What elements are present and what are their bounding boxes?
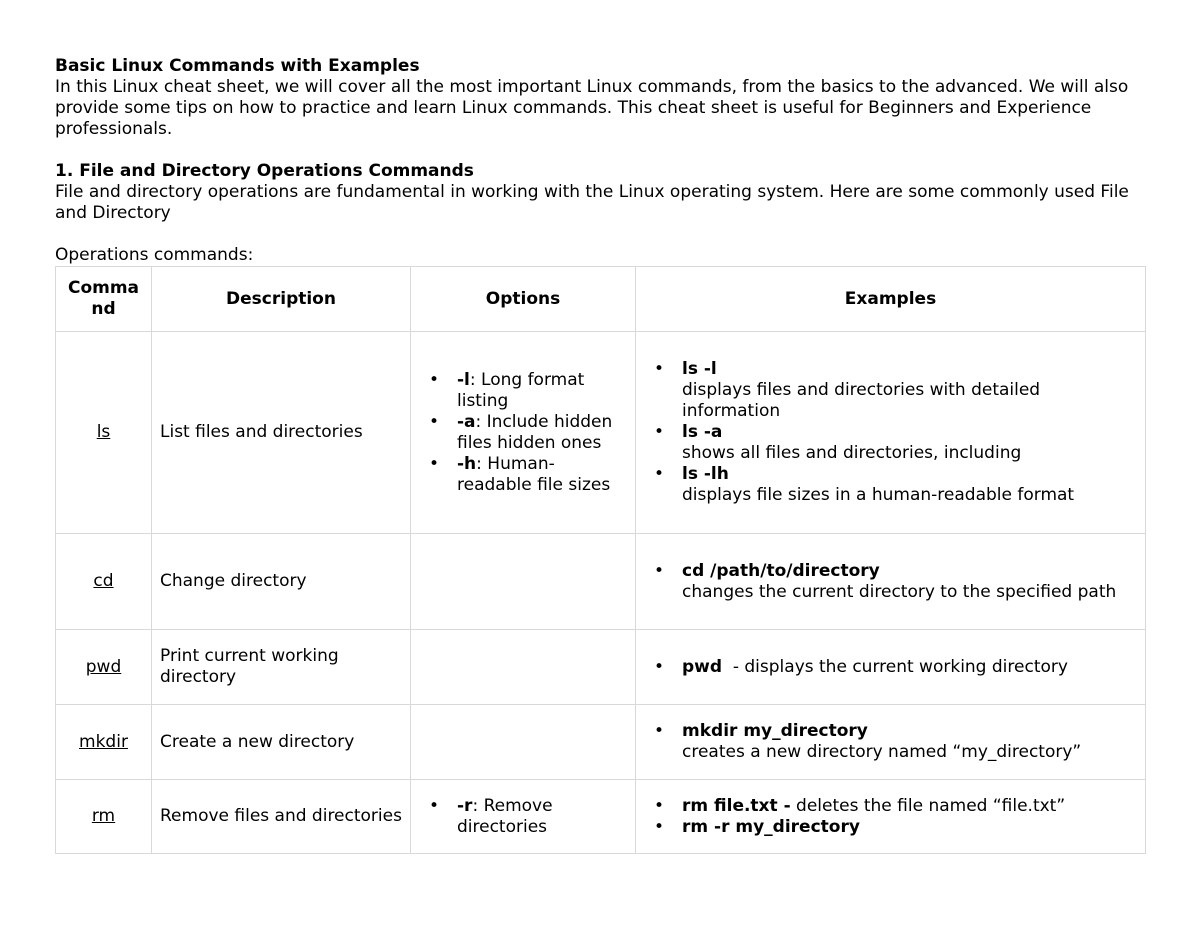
list-item: • ls -l displays files and directories with detailed information xyxy=(682,359,1137,422)
description-cell: Change directory xyxy=(152,534,411,630)
examples-list xyxy=(644,561,1137,603)
examples-list xyxy=(644,657,1137,678)
options-cell xyxy=(411,705,636,780)
list-item: • rm file.txt - deletes the file named “file.txt” xyxy=(682,796,1137,817)
commands-table xyxy=(55,266,1146,854)
section-title: 1. File and Directory Operations Commands xyxy=(55,161,474,181)
header-description: Description xyxy=(152,267,411,332)
list-item: • ls -a shows all files and directories, including xyxy=(682,422,1137,464)
list-item: • mkdir my_directory creates a new directory named “my_directory” xyxy=(682,721,1137,763)
examples-list xyxy=(644,359,1137,506)
list-item: • cd /path/to/directory changes the current directory to the specified path xyxy=(682,561,1137,603)
command-cell: rm xyxy=(56,780,152,854)
examples-cell xyxy=(636,332,1146,534)
list-item: • ls -lh displays file sizes in a human-readable format xyxy=(682,464,1137,506)
document-page xyxy=(55,56,1145,854)
command-cell: pwd xyxy=(56,630,152,705)
list-item: • -l: Long format listing xyxy=(457,370,627,412)
spacer xyxy=(55,224,1145,245)
list-item: • -h: Human-readable file sizes xyxy=(457,454,627,496)
intro-paragraph: In this Linux cheat sheet, we will cover all the most important Linux commands, from the basics to the advanced. We will also provide some tips on how to practice and learn Linux commands. This cheat sheet is useful for Beginners and Experience professionals. xyxy=(55,77,1129,139)
header-examples: Examples xyxy=(636,267,1146,332)
examples-cell xyxy=(636,780,1146,854)
header-command: Comma nd xyxy=(56,267,152,332)
options-list xyxy=(419,370,627,496)
header-options: Options xyxy=(411,267,636,332)
table-row xyxy=(56,705,1146,780)
command-cell: cd xyxy=(56,534,152,630)
section-paragraph: File and directory operations are fundamental in working with the Linux operating system. Here are some commonly used File and Directory xyxy=(55,182,1129,223)
table-row xyxy=(56,534,1146,630)
table-header-row xyxy=(56,267,1146,332)
list-item: • rm -r my_directory xyxy=(682,817,1137,838)
examples-cell xyxy=(636,705,1146,780)
spacer xyxy=(55,140,1145,161)
table-row xyxy=(56,630,1146,705)
description-cell: Remove files and directories xyxy=(152,780,411,854)
list-item: • -a: Include hidden files hidden ones xyxy=(457,412,627,454)
table-row xyxy=(56,332,1146,534)
table-lead: Operations commands: xyxy=(55,245,254,265)
options-cell xyxy=(411,332,636,534)
examples-list xyxy=(644,796,1137,838)
page-title: Basic Linux Commands with Examples xyxy=(55,56,420,76)
command-cell: ls xyxy=(56,332,152,534)
description-cell: List files and directories xyxy=(152,332,411,534)
options-list xyxy=(419,796,627,838)
description-cell: Create a new directory xyxy=(152,705,411,780)
options-cell xyxy=(411,630,636,705)
table-row xyxy=(56,780,1146,854)
options-cell xyxy=(411,780,636,854)
list-item: • -r: Remove directories xyxy=(457,796,627,838)
list-item: • pwd - displays the current working directory xyxy=(682,657,1137,678)
examples-cell xyxy=(636,534,1146,630)
options-cell xyxy=(411,534,636,630)
examples-cell xyxy=(636,630,1146,705)
command-cell: mkdir xyxy=(56,705,152,780)
examples-list xyxy=(644,721,1137,763)
description-cell: Print current working directory xyxy=(152,630,411,705)
